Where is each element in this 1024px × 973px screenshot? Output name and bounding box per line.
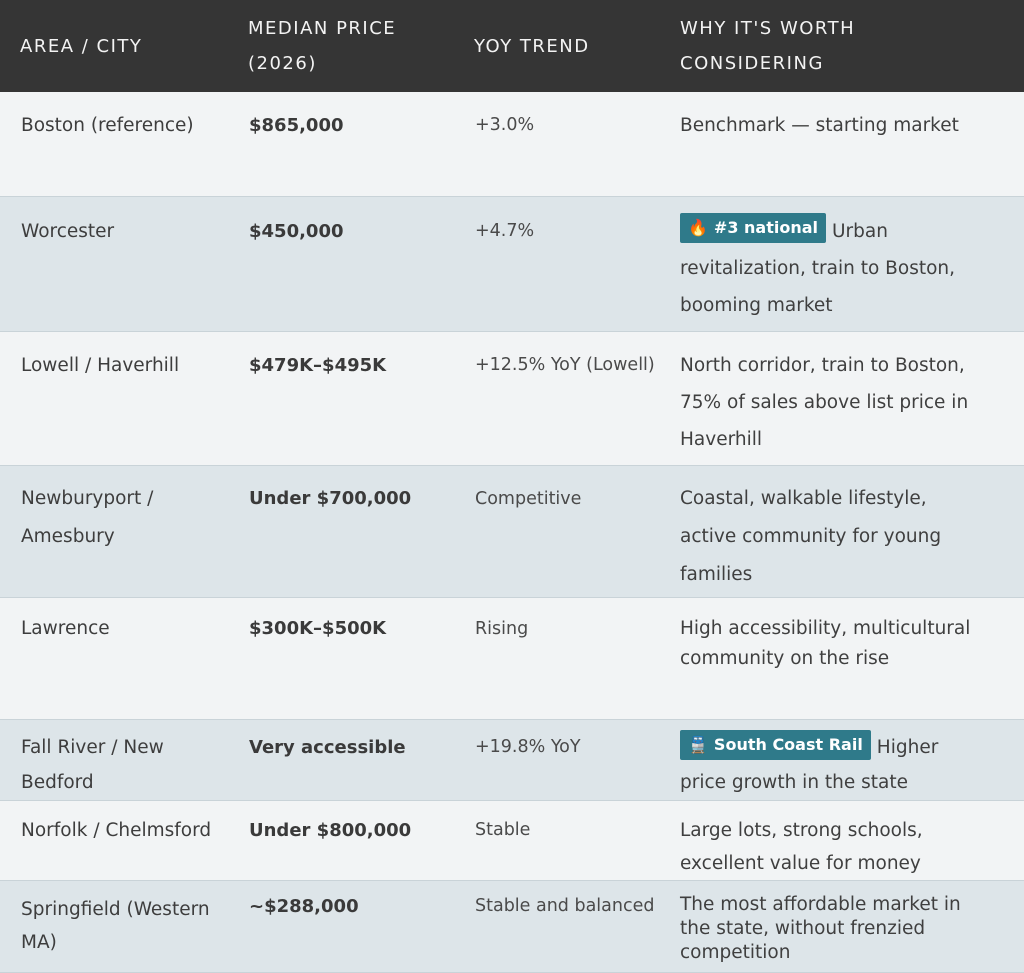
area-cell: Worcester [21, 220, 115, 242]
area-cell: Lowell / Haverhill [21, 354, 180, 376]
header-why-line1: WHY IT'S WORTH [680, 18, 856, 39]
why-text: Benchmark — starting market [680, 115, 959, 136]
price-cell: $479K–$495K [249, 354, 387, 376]
why-cell [658, 332, 1024, 458]
why-text: Coastal, walkable lifestyle, active community for young families [680, 487, 942, 585]
area-cell: Boston (reference) [21, 115, 194, 136]
table-row [0, 597, 1024, 719]
why-cell [658, 801, 1024, 880]
why-text: Large lots, strong schools, excellent value for money [680, 819, 923, 874]
table-row [0, 331, 1024, 465]
header-price-line1: MEDIAN PRICE [248, 18, 397, 39]
header-price-line2: (2026) [248, 53, 317, 74]
area-cell: Fall River / New Bedford [21, 736, 164, 793]
area-cell: Norfolk / Chelmsford [21, 819, 212, 841]
trend-cell: +19.8% YoY [475, 736, 581, 757]
trend-cell: Competitive [475, 488, 582, 509]
trend-cell: +4.7% [475, 220, 535, 241]
table-row [0, 465, 1024, 597]
why-text: The most affordable market in the state, without frenzied competition [680, 893, 961, 963]
why-cell [658, 197, 1024, 324]
price-cell: Under $800,000 [249, 819, 412, 841]
badge-label: #3 national [713, 217, 819, 237]
trend-cell: +3.0% [475, 115, 535, 135]
table-row [0, 800, 1024, 880]
train-icon: 🚆 [688, 734, 708, 754]
why-text: Higher price growth in the state [680, 736, 939, 793]
header-row [0, 0, 1024, 92]
price-cell: Very accessible [249, 736, 406, 758]
price-cell: $865,000 [249, 115, 344, 136]
area-cell: Newburyport / Amesbury [21, 487, 154, 547]
table-row [0, 880, 1024, 972]
why-cell [658, 466, 1024, 594]
header-area-label: AREA / CITY [20, 35, 143, 57]
why-cell [658, 598, 1024, 674]
header-trend-label: YOY TREND [474, 35, 590, 57]
table-row [0, 92, 1024, 196]
trend-cell: +12.5% YoY (Lowell) [475, 354, 655, 375]
why-cell [658, 92, 1024, 143]
header-why [658, 0, 1024, 92]
price-cell: Under $700,000 [249, 487, 412, 509]
header-yoy-trend [456, 0, 658, 92]
price-cell: $300K–$500K [249, 617, 387, 639]
trend-cell: Rising [475, 618, 529, 639]
table-row [0, 196, 1024, 331]
table-row [0, 719, 1024, 800]
south-coast-rail-badge [680, 730, 871, 760]
badge-label: South Coast Rail [713, 734, 863, 754]
price-cell: ~$288,000 [249, 895, 359, 917]
trend-cell: Stable [475, 819, 531, 840]
price-cell: $450,000 [249, 220, 344, 242]
why-text: High accessibility, multicultural community on the rise [680, 617, 971, 669]
table-body [0, 92, 1024, 972]
why-text: North corridor, train to Boston, 75% of sales above list price in Haverhill [680, 354, 969, 450]
header-area [0, 0, 228, 92]
header-why-line2: CONSIDERING [680, 53, 824, 74]
trend-cell: Stable and balanced [475, 895, 655, 916]
national-rank-badge [680, 213, 826, 243]
area-cell: Lawrence [21, 617, 110, 639]
header-median-price [228, 0, 456, 92]
why-cell [658, 720, 1024, 800]
why-cell [658, 881, 1024, 965]
fire-icon: 🔥 [688, 217, 708, 237]
why-text: Urban revitalization, train to Boston, booming market [680, 220, 956, 316]
table-header [0, 0, 1024, 92]
area-cell: Springfield (Western MA) [21, 898, 210, 953]
